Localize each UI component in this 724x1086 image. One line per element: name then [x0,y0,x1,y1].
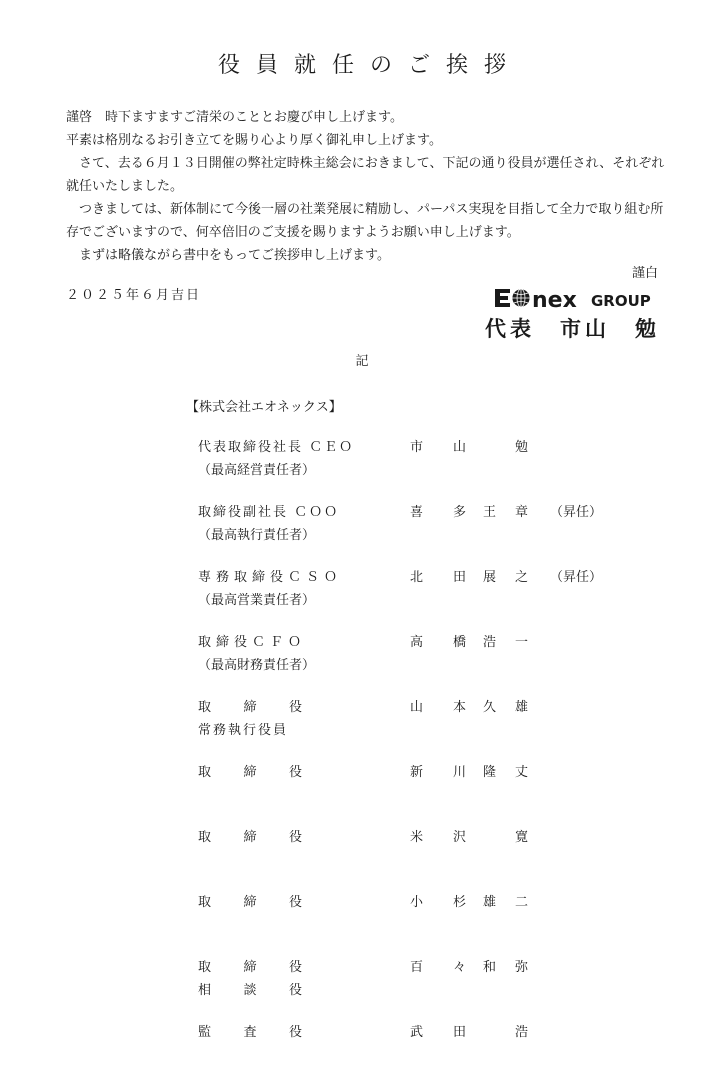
officer-given-name: 王 章 [483,505,528,520]
officer-name [410,826,528,845]
officer-entry [198,696,628,761]
officer-family-name: 高 橋 [410,635,466,650]
announcement-paragraph: さて、去る６月１３日開催の弊社定時株主総会におきまして、下記の通り役員が選任され、それぞれ就任いたしました。 [66,156,665,194]
company-logo [495,287,660,309]
closing-paragraph: まずは略儀ながら書中をもってご挨拶申し上げます。 [79,248,390,263]
greeting-paragraph: 謹啓 時下ますますご清栄のこととお慶び申し上げます。 [66,110,403,125]
officer-family-name: 小 杉 [410,895,466,910]
officer-given-name: 勉 [514,440,528,455]
officer-position: 専務取締役ＣＳＯ [198,570,343,585]
officer-position: 取 締 役 [198,700,302,715]
officer-entry [198,631,628,696]
officer-subtitle: （最高執行責任者） [198,528,316,543]
officer-family-name: 武 田 [410,1025,466,1040]
commitment-paragraph: つきましては、新体制にて今後一層の社業発展に精励し、パーパス実現を目指して全力で取り組む所存でございますので、何卒倍旧のご支援を賜りますようお願い申し上げます。 [66,202,664,240]
officer-entry [198,761,628,826]
closing-word: 謹白 [631,266,658,281]
officer-name [410,631,528,650]
officer-name [410,956,528,975]
officer-name [410,501,528,520]
thanks-paragraph: 平素は格別なるお引き立てを賜り心より厚く御礼申し上げます。 [66,133,442,148]
letter-date: ２０２５年６月吉日 [66,288,202,303]
officer-family-name: 北 田 [410,570,466,585]
officer-family-name: 喜 多 [410,505,466,520]
officer-position: 代表取締役社長 ＣＥＯ [198,440,355,455]
officer-subtitle: （最高経営責任者） [198,463,316,478]
officer-family-name: 山 本 [410,700,466,715]
officer-list [198,436,628,1086]
officer-position: 取締役ＣＦＯ [198,635,307,650]
note-heading: 記 [355,354,369,369]
company-name: 【株式会社エオネックス】 [186,400,342,415]
officer-entry [198,956,628,1021]
officer-family-name: 新 川 [410,765,466,780]
representative-signature: 代表 市山 勉 [485,317,660,341]
officer-name [410,566,528,585]
officer-family-name: 市 山 [410,440,466,455]
officer-entry [198,501,628,566]
officer-entry [198,1021,628,1086]
eonex-logo-icon [495,287,660,309]
officer-given-name: 雄 二 [483,895,528,910]
officer-given-name: 久 雄 [483,700,528,715]
officer-entry [198,891,628,956]
logo-group-text: GROUP [591,292,651,309]
officer-given-name: 展 之 [483,570,528,585]
officer-given-name: 浩 一 [483,635,528,650]
officer-entry [198,566,628,631]
officer-given-name: 和 弥 [483,960,528,975]
officer-subtitle: （最高財務責任者） [198,658,316,673]
officer-family-name: 米 沢 [410,830,466,845]
letter-body [66,106,666,267]
officer-subtitle: （最高営業責任者） [198,593,316,608]
page-title: 役員就任のご挨拶 [217,53,522,78]
logo-brand-text: nex [532,288,577,309]
officer-name [410,761,528,780]
promotion-note: （昇任） [550,570,603,585]
officer-given-name: 浩 [514,1025,528,1040]
officer-name [410,891,528,910]
officer-position: 取 締 役 [198,830,302,845]
officer-subtitle: 相 談 役 [198,983,302,998]
officer-position: 取 締 役 [198,765,302,780]
officer-position: 取 締 役 [198,960,302,975]
officer-name [410,436,528,455]
officer-entry [198,826,628,891]
officer-entry [198,436,628,501]
officer-family-name: 百 々 [410,960,466,975]
officer-position: 取 締 役 [198,895,302,910]
officer-subtitle: 常務執行役員 [198,723,289,738]
officer-position: 取締役副社長 ＣＯＯ [198,505,340,520]
officer-name [410,696,528,715]
promotion-note: （昇任） [550,505,603,520]
officer-given-name: 隆 丈 [483,765,528,780]
officer-position: 監 査 役 [198,1025,302,1040]
officer-given-name: 寛 [514,830,528,845]
